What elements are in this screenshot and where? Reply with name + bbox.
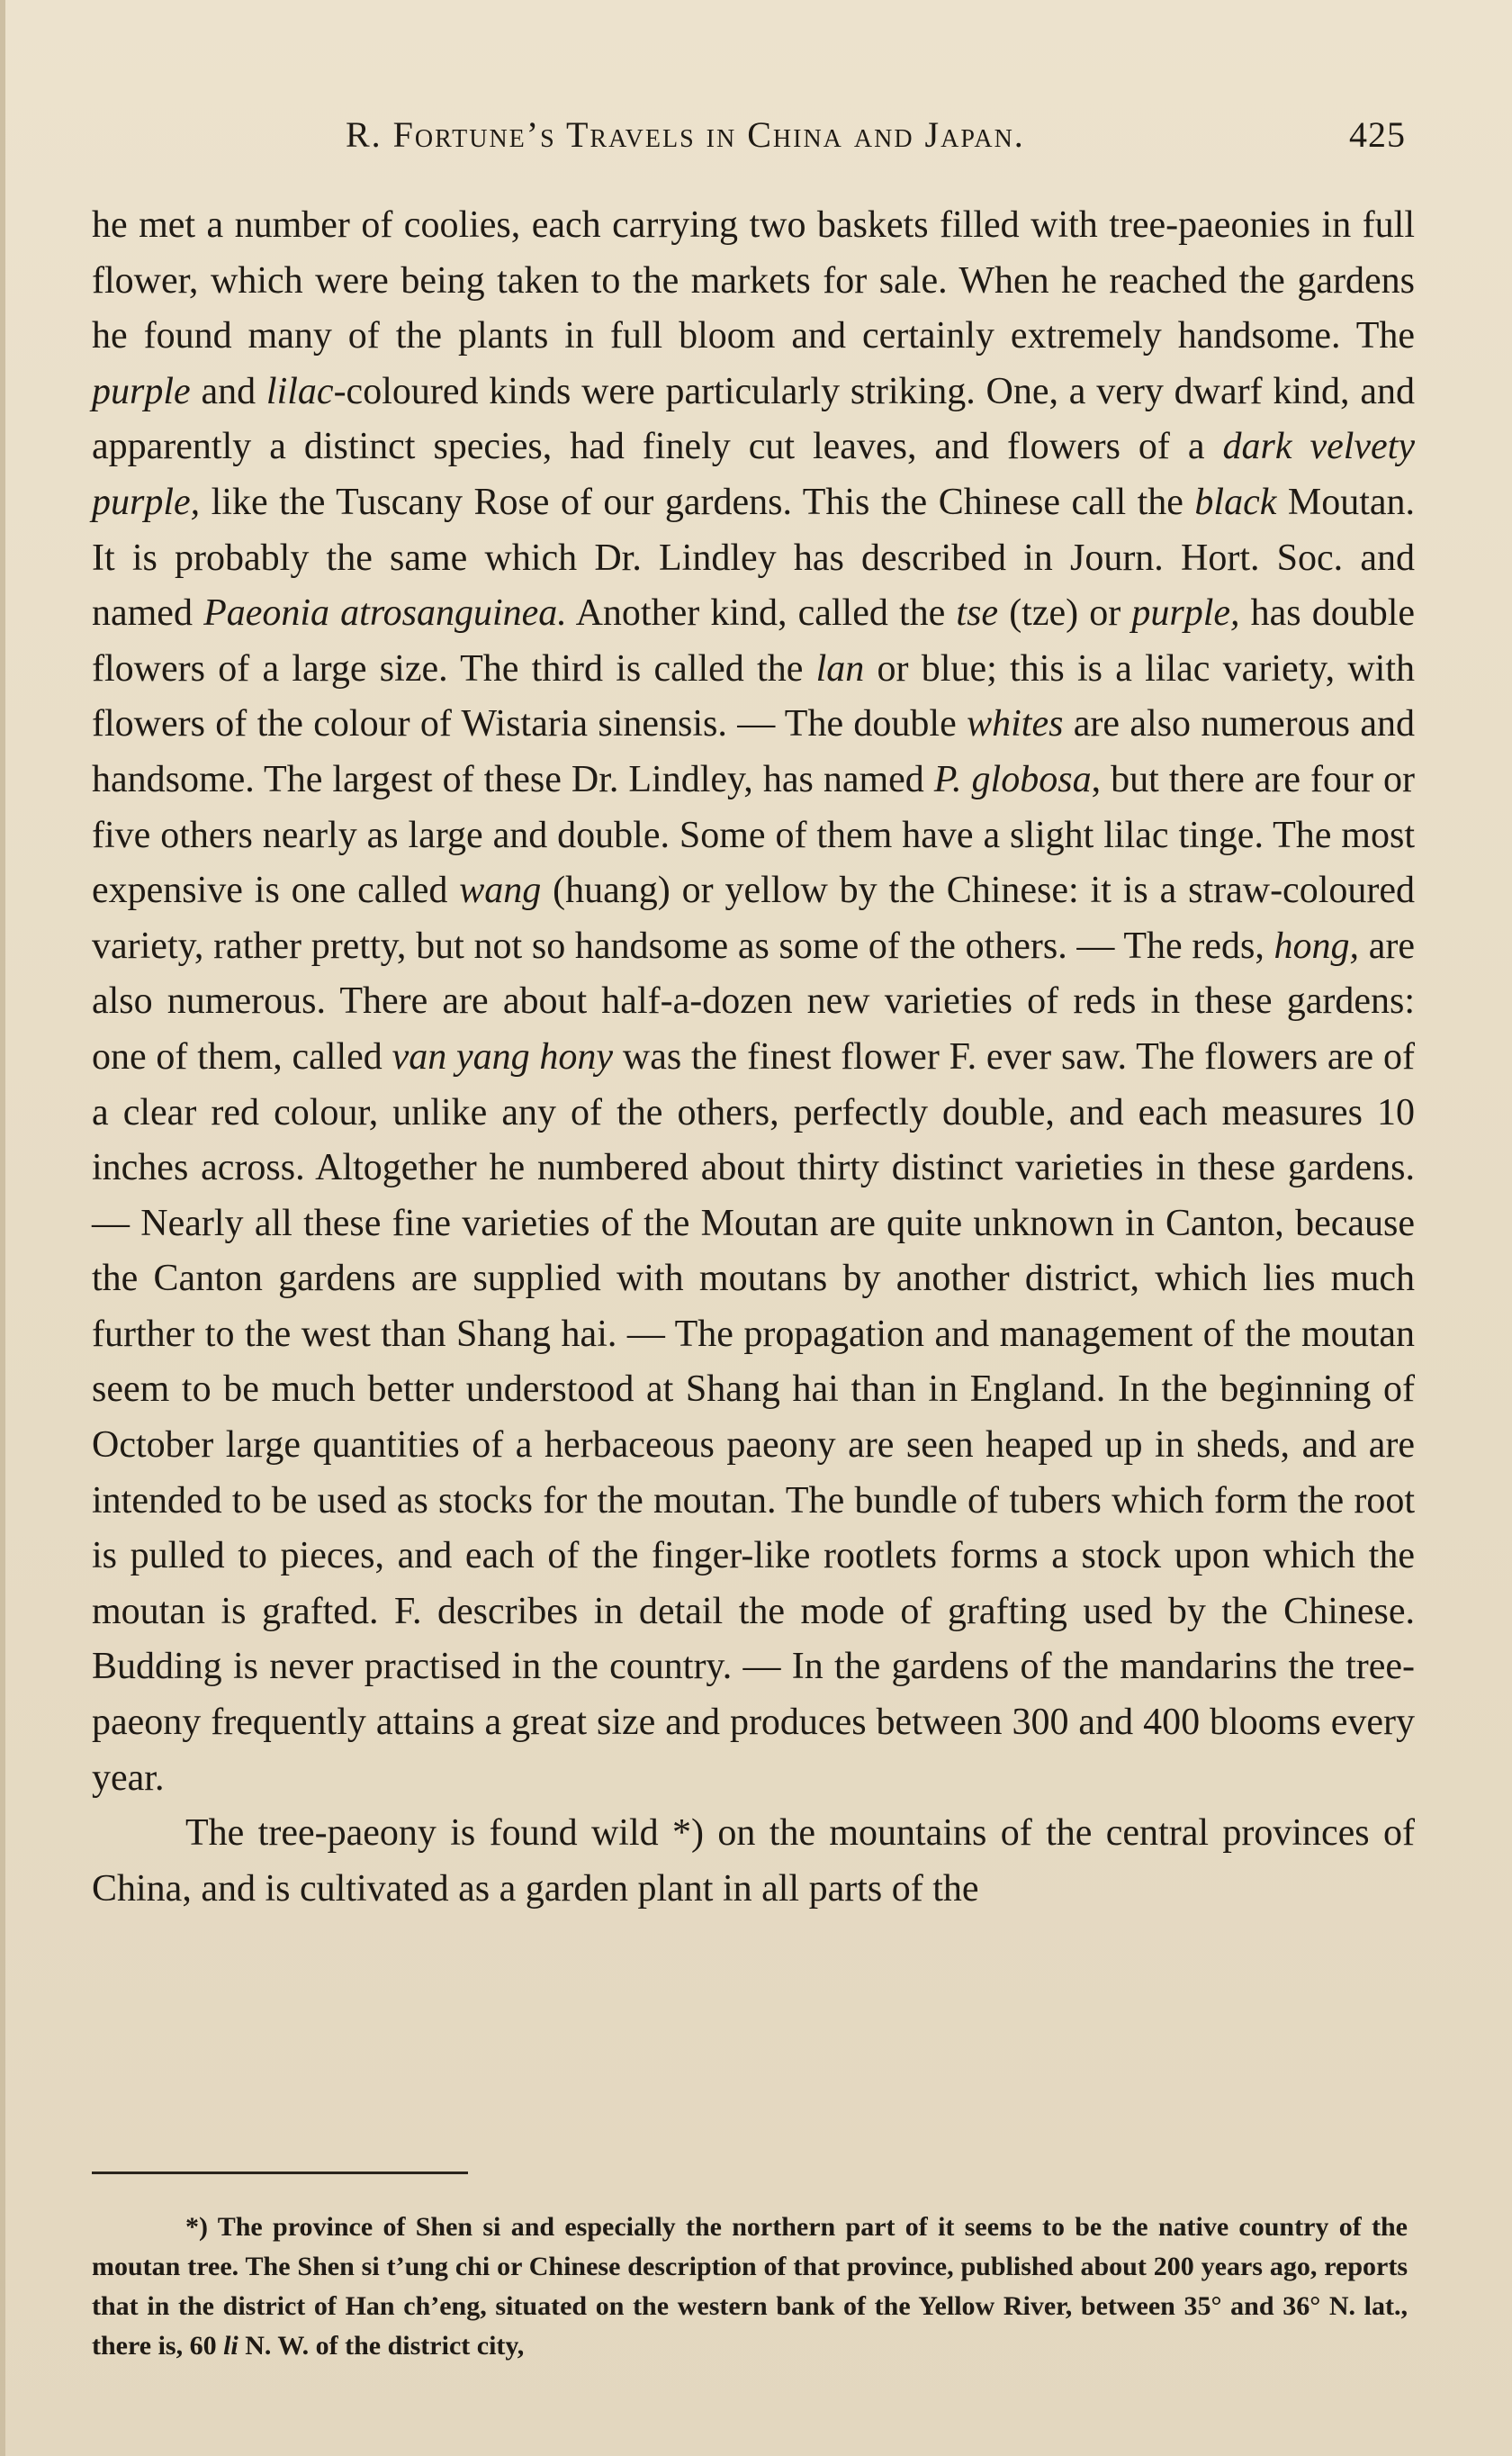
italic-term: van yang hony (392, 1035, 614, 1078)
footnote (92, 2208, 1408, 2366)
page-number: 425 (1349, 114, 1406, 155)
text-run: are also numerous and handsome. The largest of these Dr. Lindley, has named (92, 703, 1415, 800)
text-run: was the finest flower F. ever saw. The flowers are of a clear red colour, unlike any of the others, perfectly double, and each measures 10 inches across. Altogether he numbered about thirty distinct varieties in these gardens. — Nearly all these fine varieties of the Moutan are quite unknown in Canton, because the Canton gardens are supplied with moutans by another district, which lies much further to the west than Shang hai. — The propagation and management of the moutan seem to be much better understood at Shang hai than in England. In the beginning of October large quantities of a herbaceous paeony are seen heaped up in sheds, and are intended to be used as stocks for the moutan. The bundle of tubers which form the root is pulled to pieces, and each of the finger-like rootlets forms a stock upon which the moutan is grafted. F. describes in detail the mode of grafting used by the Chinese. Budding is never practised in the country. — In the gardens of the mandarins the tree-paeony frequently attains a great size and produces between 300 and 400 blooms every year. (92, 1035, 1415, 1799)
main-text (92, 198, 1415, 1917)
text-run: N. W. of the district city, (238, 2331, 525, 2361)
paragraph-2: The tree-paeony is found wild *) on the mountains of the central provinces of China, and is cultivated as a garden plant in all parts of the (92, 1812, 1415, 1910)
italic-term: li (223, 2331, 238, 2361)
footnote-rule (92, 2172, 468, 2174)
italic-term: wang (459, 870, 542, 912)
text-run: (huang) or yellow by the Chinese: it is a straw-coloured variety, rather pretty, but not so handsome as some of the others. — The reds, (92, 870, 1415, 967)
text-run: or blue; this is a lilac variety, with flowers of the colour of Wistaria sinensis. — The double (92, 647, 1415, 745)
italic-term: P. globosa (933, 758, 1092, 800)
italic-term: purple, (1131, 592, 1240, 635)
text-run: are also numerous. There are about half-a-dozen new varieties of reds in these gardens: one of them, called (92, 925, 1415, 1078)
italic-term: whites (967, 703, 1064, 745)
italic-term: tse (956, 592, 999, 635)
paragraph-1 (92, 198, 1415, 1806)
footnote-paragraph (92, 2208, 1408, 2366)
italic-term: hong, (1274, 925, 1360, 967)
text-run: like the Tuscany Rose of our gardens. This the Chinese call the (200, 481, 1195, 523)
running-title: R. Fortune’s Travels in China and Japan. (346, 114, 1025, 155)
text-run: , but there are four or five others nearly as large and double. Some of them have a slight lilac tinge. The most expensive is one called (92, 758, 1415, 912)
text-run: *) The province of Shen si and especially the northern part of it seems to be the native country of the moutan tree. The Shen si t’ung chi or Chinese description of that province, published about 200 years ago, reports that in the district of Han ch’eng, situated on the western bank of the Yellow River, between 35° and 36° N. lat., there is, 60 (92, 2212, 1408, 2361)
italic-term: dark velvety purple, (92, 426, 1415, 523)
text-run: -coloured kinds were particularly striking. One, a very dwarf kind, and apparently a distinct species, had finely cut leaves, and flowers of a (92, 370, 1415, 468)
text-run: has double flowers of a large size. The third is called the (92, 592, 1416, 690)
running-header (5, 106, 1512, 169)
italic-term: lilac (266, 370, 334, 412)
text-run: (tze) or (998, 592, 1132, 635)
text-run: and (190, 370, 266, 412)
text-run: he met a number of coolies, each carrying two baskets filled with tree-paeonies in full flower, which were being taken to the markets for sale. When he reached the gardens he found many of the plants in full bloom and certainly extremely handsome. The (92, 204, 1415, 357)
text-run: Another kind, called the (566, 592, 957, 635)
italic-term: black (1194, 481, 1277, 523)
italic-term: purple (92, 370, 191, 412)
text-run: Moutan. It is probably the same which Dr. Lindley has described in Journ. Hort. Soc. and named (92, 481, 1416, 635)
italic-term: lan (815, 647, 865, 690)
italic-term: Paeonia atrosanguinea. (203, 592, 567, 635)
